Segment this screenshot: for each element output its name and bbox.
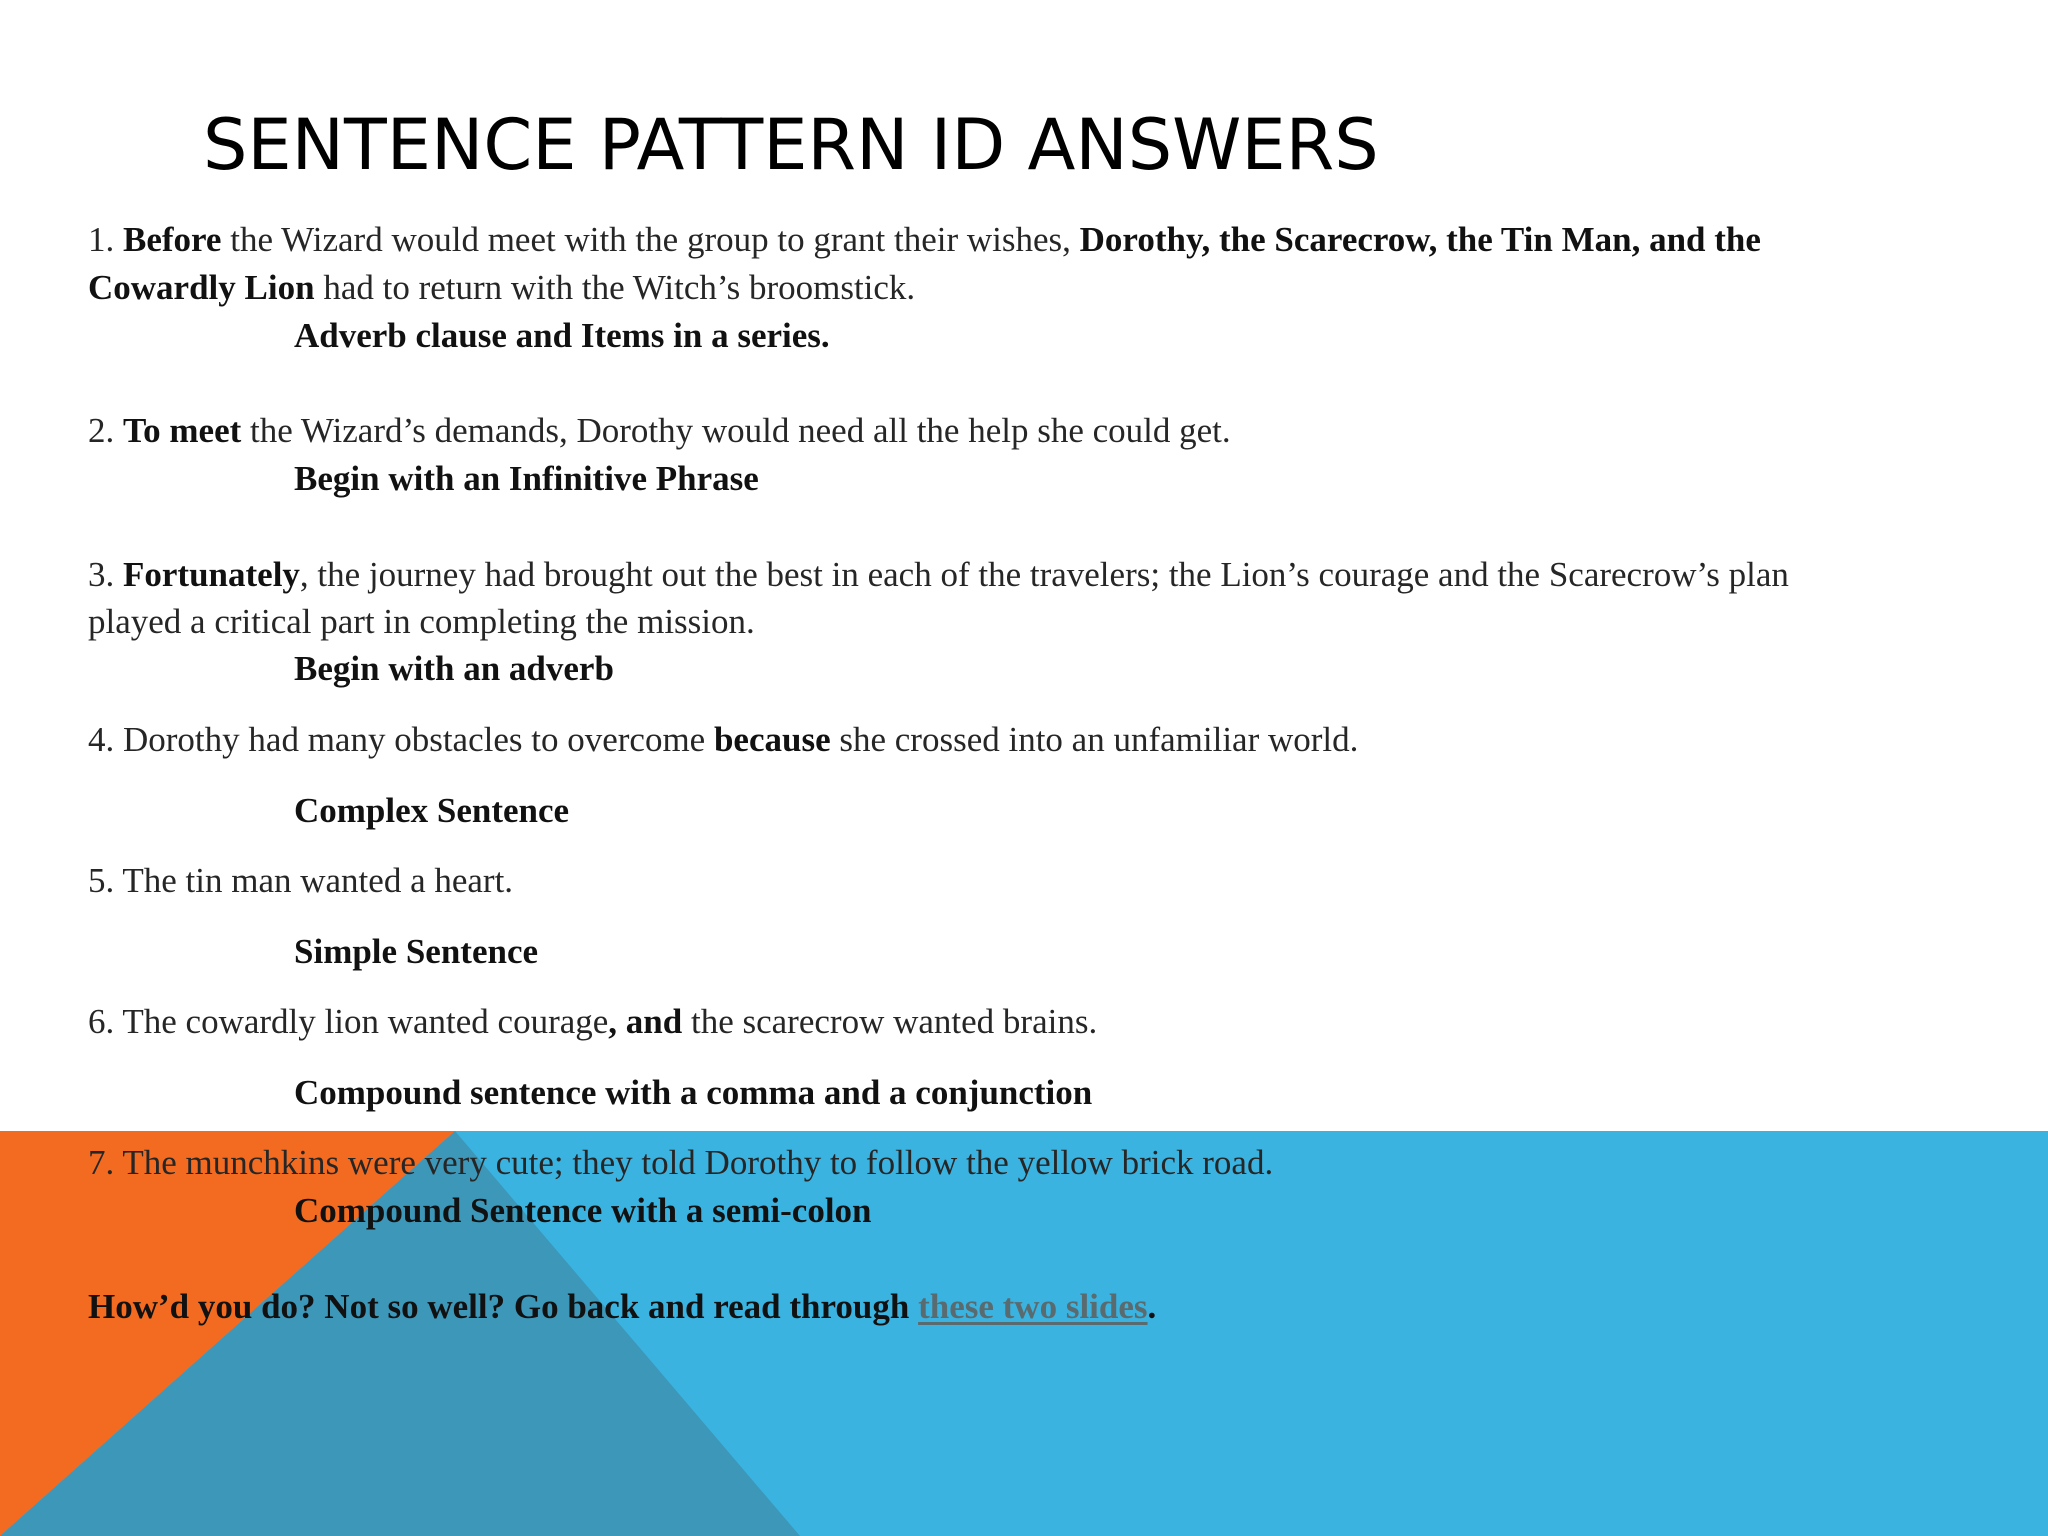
item-4-text-1: Dorothy had many obstacles to overcome — [123, 720, 714, 759]
item-1-answer: Adverb clause and Items in a series. — [294, 316, 830, 355]
item-5-answer: Simple Sentence — [294, 932, 539, 971]
item-2-text-1: the Wizard’s demands, Dorothy would need all the help she could get. — [241, 411, 1231, 450]
item-2-bold-1: To meet — [123, 411, 242, 450]
item-4-number: 4. — [88, 720, 115, 759]
item-6-answer: Compound sentence with a comma and a conjunction — [294, 1073, 1093, 1112]
item-7-answer: Compound Sentence with a semi-colon — [294, 1191, 872, 1230]
item-7-number: 7. — [88, 1143, 115, 1182]
item-1-bold-2: Dorothy, the Scarecrow, the Tin Man, and the — [1079, 220, 1761, 259]
footer-end: . — [1147, 1287, 1157, 1326]
item-6-text-1: The cowardly lion wanted courage — [122, 1002, 609, 1041]
item-5-text-1: The tin man wanted a heart. — [122, 861, 514, 900]
slide-title: SENTENCE PATTERN ID ANSWERS — [203, 104, 1379, 186]
item-5-line-1 — [88, 857, 513, 905]
item-1-line-1 — [88, 216, 1761, 264]
item-2-line-1 — [88, 407, 1231, 455]
item-1-text-1: the Wizard would meet with the group to grant their wishes, — [221, 220, 1080, 259]
item-2-answer: Begin with an Infinitive Phrase — [294, 459, 759, 498]
item-1-text-2: had to return with the Witch’s broomstick. — [314, 268, 916, 307]
item-6-bold-1: , and — [608, 1002, 683, 1041]
item-3-line-1 — [88, 551, 1789, 599]
item-6-number: 6. — [88, 1002, 115, 1041]
item-1-bold-1: Before — [123, 220, 222, 259]
item-6-text-2: the scarecrow wanted brains. — [682, 1002, 1098, 1041]
item-7-text-1: The munchkins were very cute; they told Dorothy to follow the yellow brick road. — [122, 1143, 1274, 1182]
item-6-line-1 — [88, 998, 1097, 1046]
item-2-number: 2. — [88, 411, 123, 450]
item-3-line-2 — [88, 598, 755, 646]
item-4-answer: Complex Sentence — [294, 791, 570, 830]
item-4-bold-1: because — [713, 720, 831, 759]
item-1-bold-3: Cowardly Lion — [88, 268, 315, 307]
item-3-text-2: played a critical part in completing the mission. — [88, 602, 755, 641]
item-3-number: 3. — [88, 555, 115, 594]
item-5-number: 5. — [88, 861, 115, 900]
item-3-text-1: , the journey had brought out the best in each of the travelers; the Lion’s courage and the Scarecrow’s plan — [299, 555, 1789, 594]
footer-line — [88, 1283, 1156, 1331]
item-3-answer: Begin with an adverb — [294, 649, 614, 688]
item-3-bold-1: Fortunately — [123, 555, 300, 594]
footer-text: How’d you do? Not so well? Go back and read through — [88, 1287, 919, 1326]
item-4-text-2: she crossed into an unfamiliar world. — [830, 720, 1359, 759]
item-1-line-2 — [88, 264, 915, 312]
item-4-line-1 — [88, 716, 1358, 764]
item-1-number: 1. — [88, 220, 115, 259]
item-7-line-1 — [88, 1139, 1273, 1187]
these-two-slides-link[interactable]: these two slides — [918, 1287, 1148, 1326]
